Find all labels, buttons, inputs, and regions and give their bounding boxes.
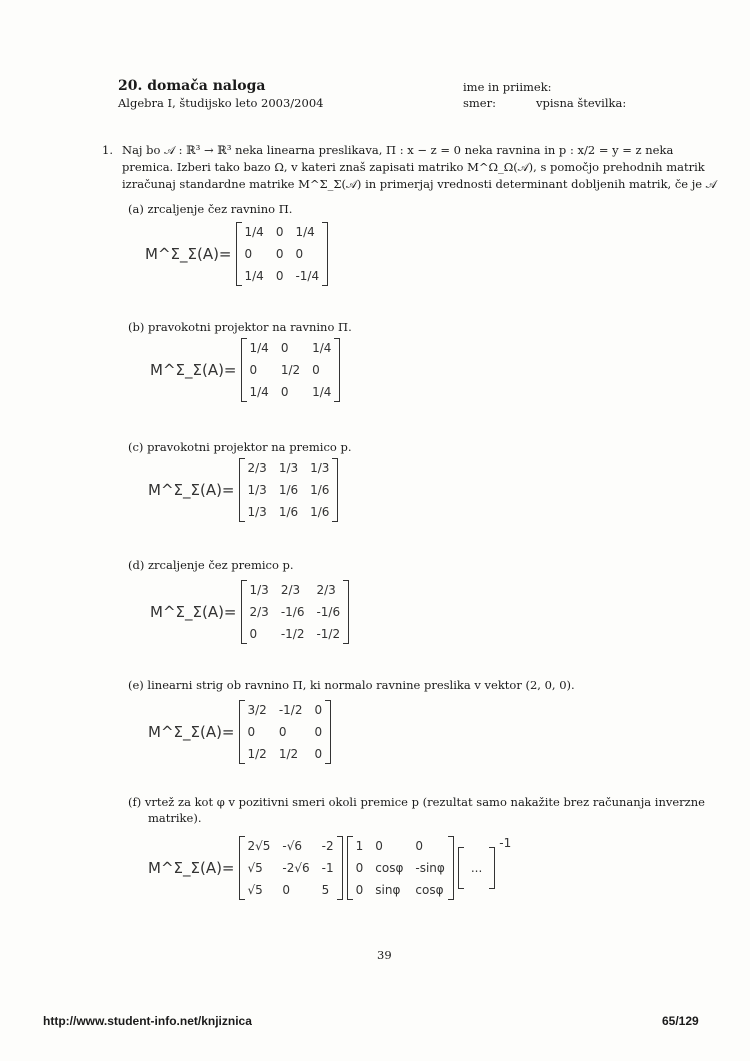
matrix <box>241 338 341 402</box>
inverse-exponent: -1 <box>499 836 512 850</box>
answer-matrix <box>148 458 338 522</box>
matrix-entry: 5 <box>321 883 330 897</box>
matrix-entry: -1/6 <box>316 605 341 619</box>
matrix-entry: 1/4 <box>249 385 269 399</box>
matrix-entry: cosφ <box>415 883 444 897</box>
part-label: (e) linearni strig ob ravnino Π, ki normalo ravnine preslika v vektor (2, 0, 0). <box>128 678 575 692</box>
matrix-entry: -1/4 <box>295 269 320 283</box>
matrix-entry: -sinφ <box>415 861 445 875</box>
matrix-entry: 0 <box>249 627 258 641</box>
matrix-label: M^Σ_Σ(A)= <box>148 481 235 499</box>
matrix-entry: 0 <box>249 363 258 377</box>
matrix-entry: 1/3 <box>247 483 267 497</box>
matrix <box>239 700 332 764</box>
answer-matrix <box>150 338 340 402</box>
footer-url[interactable]: http://www.student-info.net/knjiznica <box>43 1014 252 1028</box>
matrix-label: M^Σ_Σ(A)= <box>148 723 235 741</box>
matrix <box>239 836 343 900</box>
course-subtitle: Algebra I, študijsko leto 2003/2004 <box>118 96 324 110</box>
matrix <box>239 458 339 522</box>
matrix-entry: -1/2 <box>316 627 341 641</box>
answer-matrix <box>148 836 511 900</box>
matrix-entry: 0 <box>280 341 289 355</box>
matrix-entry: -1/2 <box>280 627 305 641</box>
page-number: 39 <box>377 948 392 962</box>
matrix-entry: √5 <box>247 883 263 897</box>
matrix-label: M^Σ_Σ(A)= <box>148 859 235 877</box>
matrix-entry: 1/3 <box>247 505 267 519</box>
matrix-entry: sinφ <box>375 883 401 897</box>
inverse-matrix <box>458 847 495 889</box>
matrix-entry: 0 <box>314 725 323 739</box>
matrix-entry: 1/4 <box>244 269 264 283</box>
matrix-entry: 1/4 <box>312 385 332 399</box>
major-label: smer: <box>463 96 496 110</box>
matrix-entry: 0 <box>415 839 424 853</box>
part-label: (a) zrcaljenje čez ravnino Π. <box>128 202 293 216</box>
matrix-entry: 1/2 <box>247 747 267 761</box>
matrix-entry: 0 <box>312 363 320 377</box>
part-label: (d) zrcaljenje čez premico p. <box>128 558 294 572</box>
matrix-entry: 0 <box>282 883 291 897</box>
matrix-entry: 0 <box>355 883 364 897</box>
matrix-entry: 0 <box>295 247 304 261</box>
matrix-entry: 0 <box>278 725 287 739</box>
matrix-entry: 2√5 <box>247 839 271 853</box>
matrix-entry: 1/2 <box>280 363 301 377</box>
matrix-entry: -2√6 <box>282 861 310 875</box>
matrix-label: M^Σ_Σ(A)= <box>145 245 232 263</box>
problem-number: 1. <box>102 143 113 157</box>
matrix-entry: 0 <box>275 269 284 283</box>
matrix-entry: 1/4 <box>244 225 264 239</box>
matrix-entry: 1/3 <box>310 461 330 475</box>
matrix-entry: 0 <box>247 725 256 739</box>
matrix-entry: -√6 <box>282 839 303 853</box>
student-id-label: vpisna številka: <box>536 96 627 110</box>
matrix-entry: 1/6 <box>310 483 330 497</box>
inverse-content: ... <box>470 861 483 875</box>
matrix-entry: 3/2 <box>247 703 267 717</box>
part-label: matrike). <box>148 811 202 825</box>
matrix-entry: -2 <box>321 839 334 853</box>
matrix-entry: -1/2 <box>278 703 303 717</box>
matrix-entry: -1 <box>321 861 334 875</box>
part-label: (b) pravokotni projektor na ravnino Π. <box>128 320 352 334</box>
matrix <box>236 222 329 286</box>
answer-matrix <box>148 700 331 764</box>
matrix-entry: 1/6 <box>278 505 299 519</box>
matrix-entry: 0 <box>275 247 284 261</box>
matrix-label: M^Σ_Σ(A)= <box>150 603 237 621</box>
matrix-entry: 2/3 <box>280 583 301 597</box>
matrix-entry: 1/3 <box>278 461 299 475</box>
matrix-entry: 1/3 <box>249 583 269 597</box>
matrix-entry: -1/6 <box>280 605 305 619</box>
name-label: ime in priimek: <box>463 80 552 94</box>
homework-title: 20. domača naloga <box>118 78 266 94</box>
matrix <box>347 836 454 900</box>
answer-matrix <box>145 222 328 286</box>
problem-text-line: izračunaj standardne matrike M^Σ_Σ(𝒜) in primerjaj vrednosti determinant dobljenih matrik, če je 𝒜 <box>122 177 717 191</box>
matrix-entry: 2/3 <box>249 605 269 619</box>
answer-matrix <box>150 580 349 644</box>
matrix-entry: 1/2 <box>278 747 299 761</box>
matrix-entry: cosφ <box>375 861 404 875</box>
matrix-entry: 0 <box>244 247 253 261</box>
matrix-entry: 1/4 <box>312 341 332 355</box>
matrix-label: M^Σ_Σ(A)= <box>150 361 237 379</box>
matrix-entry: 1/6 <box>310 505 330 519</box>
matrix-entry: 0 <box>314 703 323 717</box>
matrix <box>241 580 350 644</box>
footer-page-count: 65/129 <box>662 1014 699 1028</box>
part-label: (f) vrtež za kot φ v pozitivni smeri okoli premice p (rezultat samo nakažite brez računanja inverzne <box>128 795 705 809</box>
matrix-entry: 2/3 <box>247 461 267 475</box>
matrix-entry: 0 <box>275 225 284 239</box>
matrix-entry: 1/6 <box>278 483 299 497</box>
matrix-entry: √5 <box>247 861 263 875</box>
problem-text-line: Naj bo 𝒜 : ℝ³ → ℝ³ neka linearna preslikava, Π : x − z = 0 neka ravnina in p : x/2 = y = z neka <box>122 143 674 157</box>
matrix-entry: 0 <box>355 861 364 875</box>
matrix-entry: 2/3 <box>316 583 336 597</box>
matrix-entry: 1 <box>355 839 364 853</box>
matrix-entry: 1/4 <box>295 225 315 239</box>
matrix-entry: 0 <box>280 385 289 399</box>
matrix-entry: 1/4 <box>249 341 269 355</box>
problem-text-line: premica. Izberi tako bazo Ω, v kateri znaš zapisati matriko M^Ω_Ω(𝒜), s pomočjo prehodnih matrik <box>122 160 705 174</box>
matrix-entry: 0 <box>314 747 323 761</box>
part-label: (c) pravokotni projektor na premico p. <box>128 440 352 454</box>
matrix-entry: 0 <box>375 839 383 853</box>
